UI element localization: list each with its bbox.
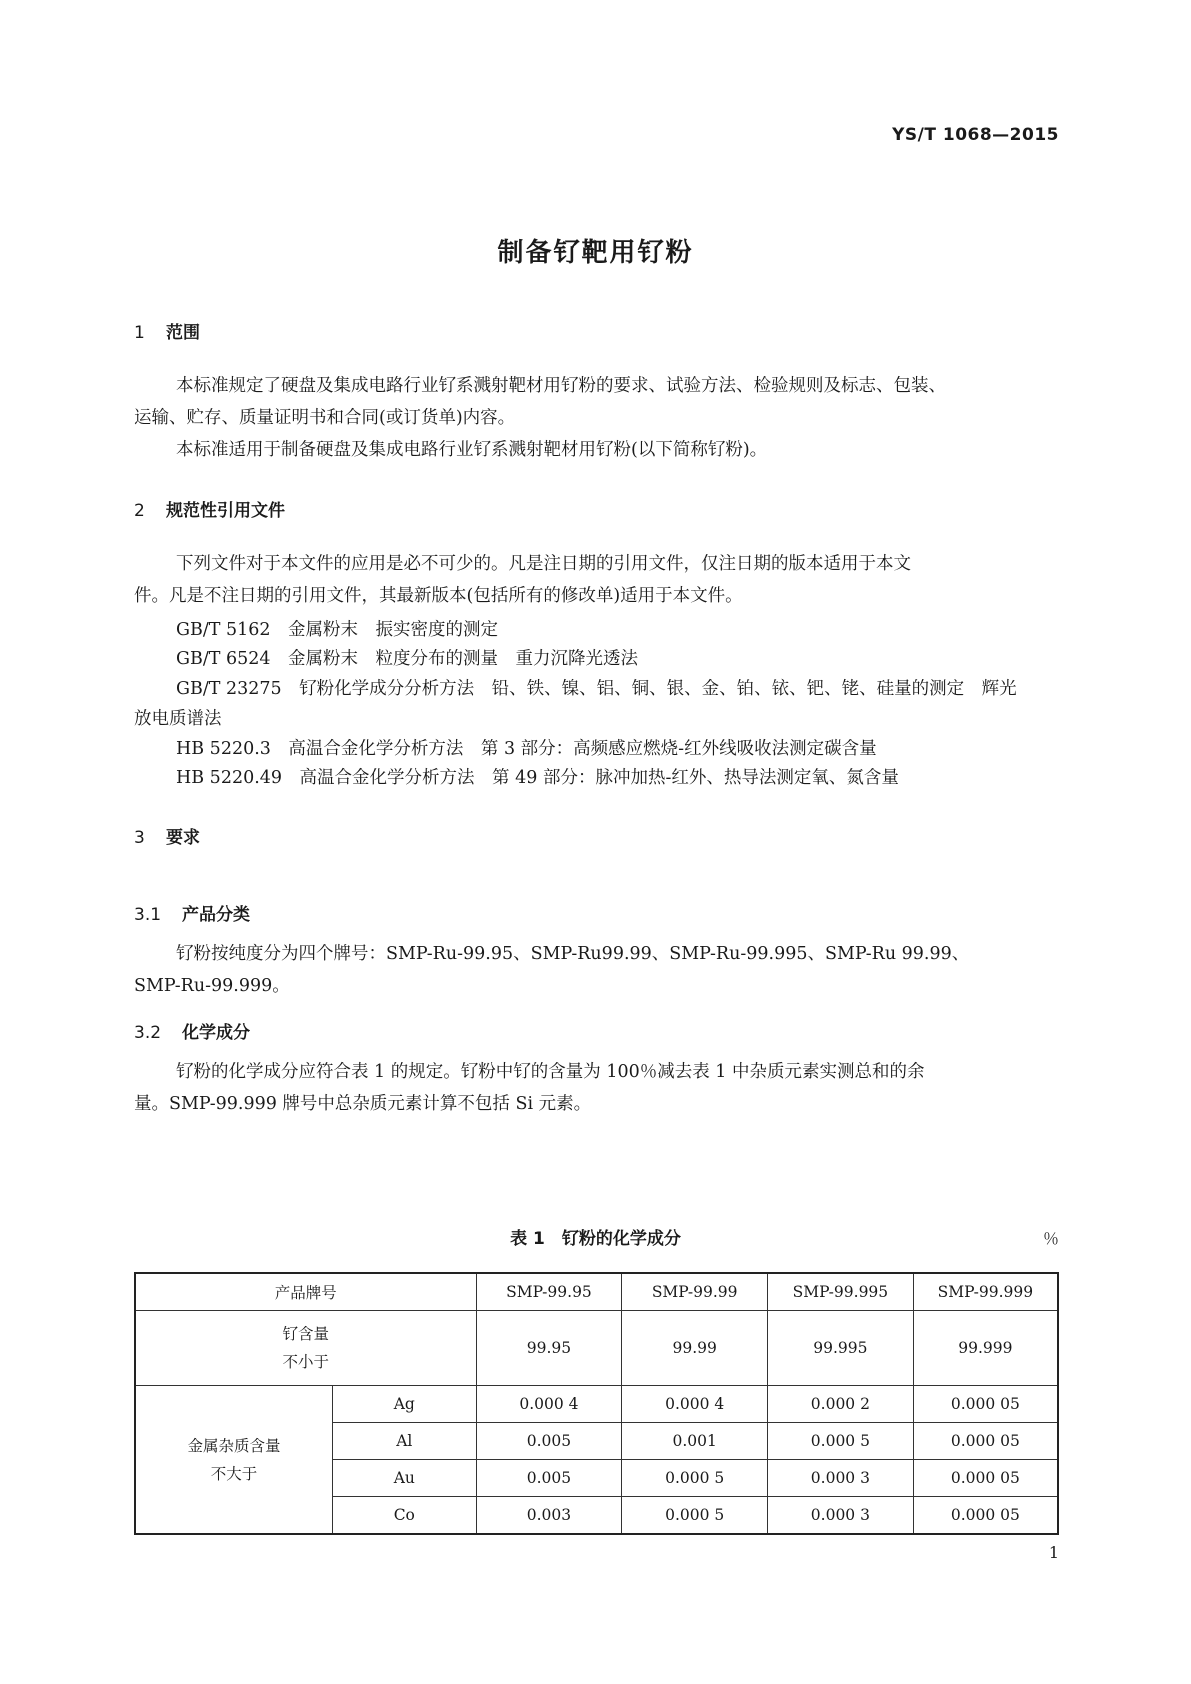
text-line: 下列文件对于本文件的应用是必不可少的。凡是注日期的引用文件，仅注日期的版本适用于本文 (176, 554, 911, 574)
table-header-cell: SMP-99.95 (476, 1273, 622, 1311)
reference-item: HB 5220.49 高温合金化学分析方法 第 49 部分：脉冲加热-红外、热导法测定氧、氮含量 (176, 768, 899, 788)
row-label: 钌含量 (282, 1325, 330, 1343)
table-header-row (135, 1273, 1058, 1311)
row-label-qualifier: 不小于 (282, 1353, 330, 1371)
reference-item: GB/T 6524 金属粉末 粒度分布的测量 重力沉降光透法 (176, 649, 639, 669)
table-cell: 0.000 2 (768, 1386, 914, 1423)
document-title: 制备钌靶用钌粉 (497, 238, 694, 268)
section-title: 产品分类 (182, 905, 250, 925)
table-row (135, 1311, 1058, 1386)
section-3-1-paragraph (134, 938, 1059, 1002)
section-3-1-heading (134, 900, 250, 925)
text-line: 件。凡是不注日期的引用文件，其最新版本(包括所有的修改单)适用于本文件。 (134, 586, 743, 606)
element-cell: Al (332, 1423, 476, 1460)
table-cell: 0.000 4 (476, 1386, 622, 1423)
table-cell: 0.000 05 (913, 1497, 1058, 1535)
table-cell: 0.000 5 (622, 1497, 768, 1535)
table-cell: 0.005 (476, 1423, 622, 1460)
table-cell: 0.000 05 (913, 1460, 1058, 1497)
section-number: 1 (134, 323, 145, 343)
table-cell: 0.000 3 (768, 1460, 914, 1497)
table-cell: 99.95 (476, 1311, 622, 1386)
reference-item: GB/T 5162 金属粉末 振实密度的测定 (176, 620, 499, 640)
row-label-qualifier: 不大于 (210, 1464, 258, 1483)
table-label-cell (135, 1386, 332, 1535)
section-2-paragraph (134, 548, 1059, 612)
section-3-2-paragraph (134, 1056, 1059, 1120)
table-row (135, 1386, 1058, 1423)
text-line: 量。SMP-99.999 牌号中总杂质元素计算不包括 Si 元素。 (134, 1094, 592, 1114)
text-line: 运输、贮存、质量证明书和合同(或订货单)内容。 (134, 408, 516, 428)
text-line: SMP-Ru-99.999。 (134, 976, 290, 996)
element-cell: Au (332, 1460, 476, 1497)
section-title: 范围 (166, 323, 200, 343)
table-header-cell: SMP-99.999 (913, 1273, 1058, 1311)
section-number: 3.2 (134, 1023, 162, 1043)
standard-code: YS/T 1068—2015 (892, 125, 1059, 145)
table-cell: 99.99 (622, 1311, 768, 1386)
text-line: 本标准规定了硬盘及集成电路行业钌系溅射靶材用钌粉的要求、试验方法、检验规则及标志、包装、 (176, 376, 946, 396)
table-cell: 0.003 (476, 1497, 622, 1535)
section-1-paragraph-2 (134, 434, 1059, 466)
section-1-paragraph-1 (134, 370, 1059, 434)
table-cell: 0.001 (622, 1423, 768, 1460)
table-label-cell (135, 1311, 476, 1386)
table-cell: 99.999 (913, 1311, 1058, 1386)
table-unit: ％ (1042, 1229, 1059, 1248)
table-cell: 0.000 05 (913, 1386, 1058, 1423)
section-3-heading (134, 823, 200, 848)
section-title: 要求 (166, 828, 200, 848)
table-header-cell: 产品牌号 (135, 1273, 476, 1311)
text-line: 钌粉的化学成分应符合表 1 的规定。钌粉中钌的含量为 100％减去表 1 中杂质元素实测总和的余 (176, 1062, 925, 1082)
table-cell: 0.000 05 (913, 1423, 1058, 1460)
table-cell: 0.000 5 (768, 1423, 914, 1460)
element-cell: Ag (332, 1386, 476, 1423)
table-cell: 0.005 (476, 1460, 622, 1497)
table-header-cell: SMP-99.995 (768, 1273, 914, 1311)
table-cell: 0.000 4 (622, 1386, 768, 1423)
table-caption: 表 1 钌粉的化学成分 (510, 1229, 681, 1249)
section-number: 3 (134, 828, 145, 848)
row-label: 金属杂质含量 (187, 1436, 281, 1455)
section-number: 3.1 (134, 905, 162, 925)
table-cell: 0.000 5 (622, 1460, 768, 1497)
page-number: 1 (1048, 1543, 1059, 1562)
reference-item: GB/T 23275 钌粉化学成分分析方法 铅、铁、镍、铝、铜、银、金、铂、铱、钯、铑、硅量的测定 辉光 (176, 679, 1017, 699)
reference-item: HB 5220.3 高温合金化学分析方法 第 3 部分：高频感应燃烧-红外线吸收法测定碳含量 (176, 739, 877, 759)
table-cell: 99.995 (768, 1311, 914, 1386)
reference-item-continuation: 放电质谱法 (134, 709, 222, 729)
section-3-2-heading (134, 1018, 250, 1043)
table-cell: 0.000 3 (768, 1497, 914, 1535)
section-title: 规范性引用文件 (166, 501, 285, 521)
section-2-heading (134, 496, 285, 521)
element-cell: Co (332, 1497, 476, 1535)
table-header-cell: SMP-99.99 (622, 1273, 768, 1311)
text-line: 钌粉按纯度分为四个牌号：SMP-Ru-99.95、SMP-Ru99.99、SMP-Ru-99.995、SMP-Ru 99.99、 (176, 944, 970, 964)
chemical-composition-table (134, 1272, 1059, 1535)
section-number: 2 (134, 501, 145, 521)
text-line: 本标准适用于制备硬盘及集成电路行业钌系溅射靶材用钌粉(以下简称钌粉)。 (176, 440, 768, 460)
section-title: 化学成分 (182, 1023, 250, 1043)
section-1-heading (134, 318, 200, 343)
